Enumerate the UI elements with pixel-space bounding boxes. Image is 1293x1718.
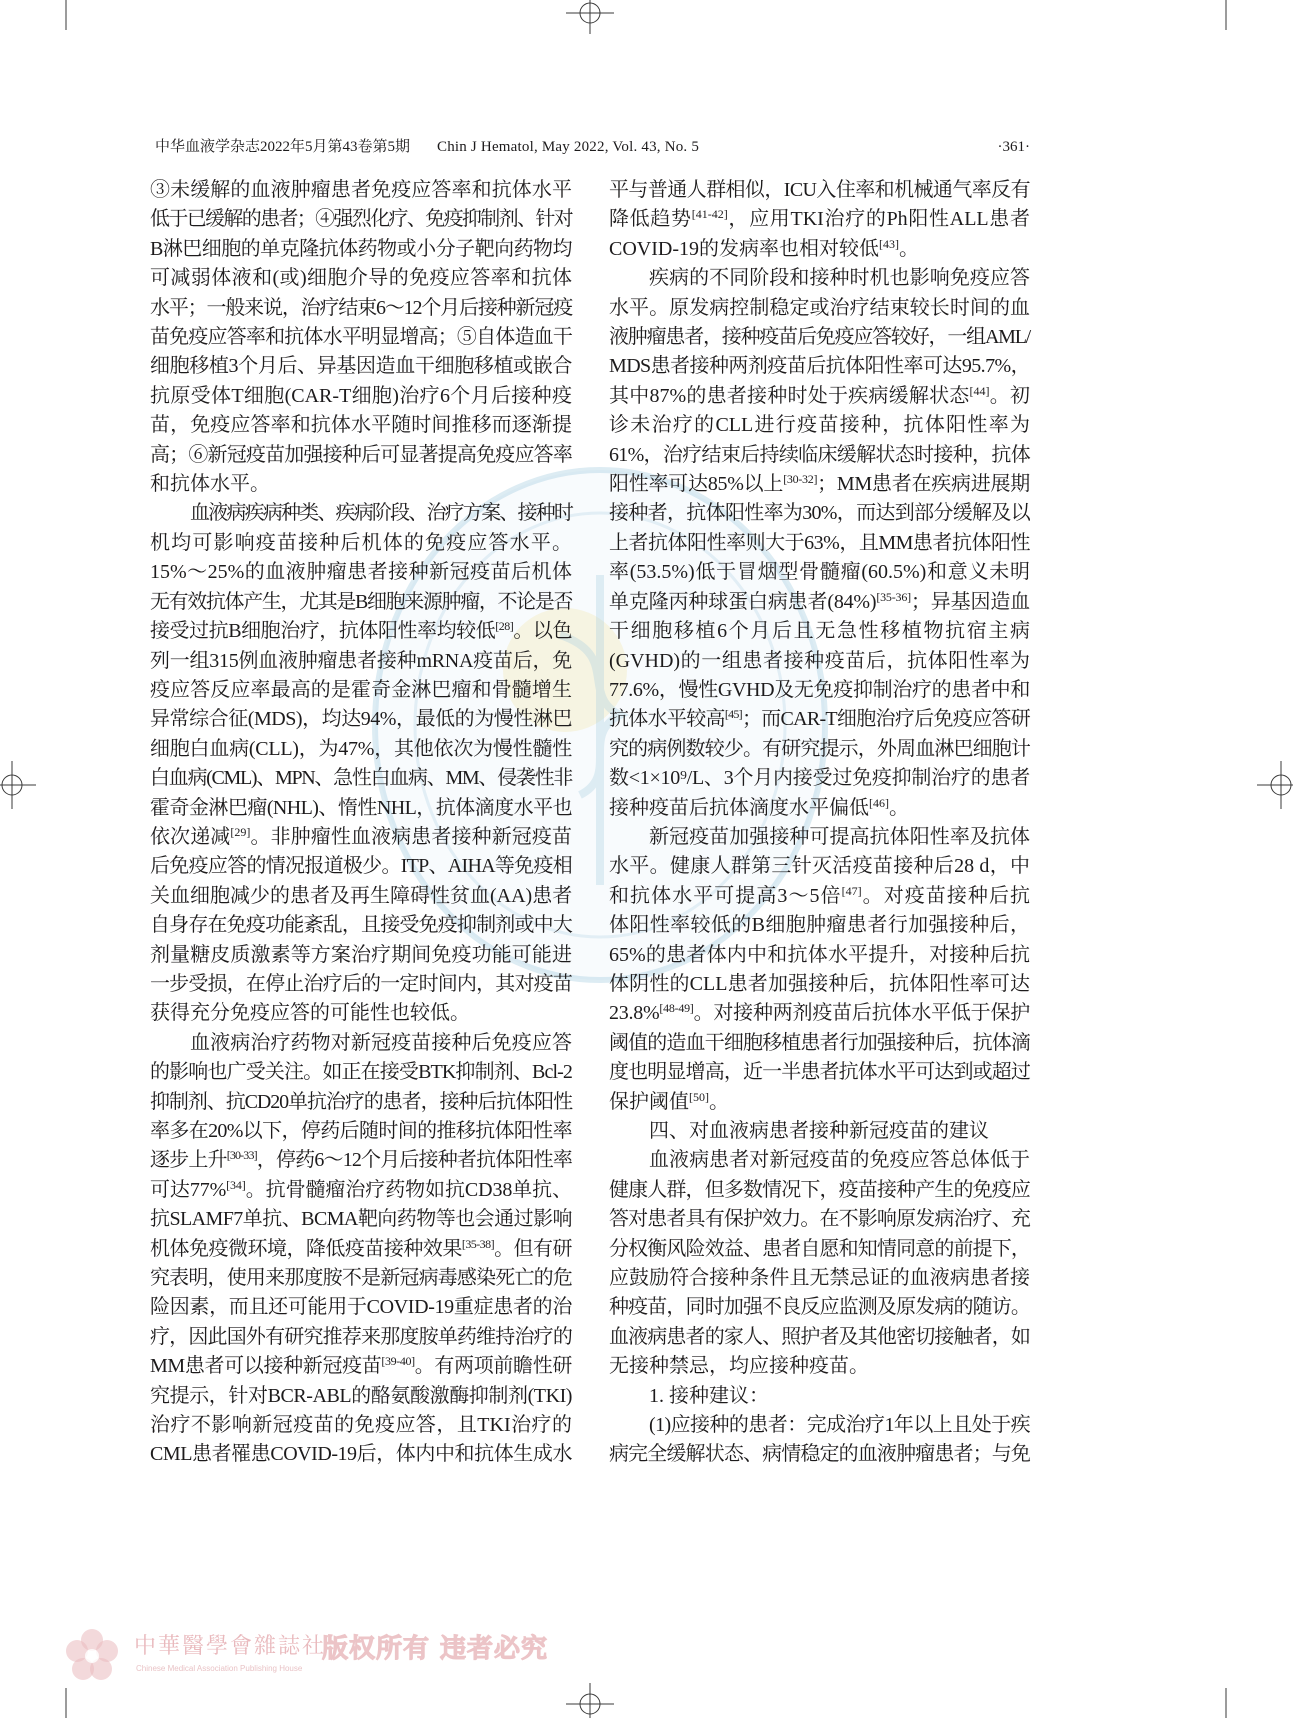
text-line bbox=[609, 1058, 1030, 1087]
citation-reference: [28] bbox=[495, 619, 514, 634]
text-line-content: 可达77%[34]。抗骨髓瘤治疗药物如抗CD38单抗、 bbox=[150, 1177, 572, 1201]
text-line bbox=[150, 676, 572, 705]
text-line-content: MM患者可以接种新冠疫苗[39-40]。有两项前瞻性研 bbox=[150, 1354, 572, 1378]
text-line bbox=[609, 970, 1030, 999]
text-line-content: 究的病例数较少。有研究提示，外周血淋巴细胞计 bbox=[609, 737, 1030, 760]
journal-title-en: Chin J Hematol, May 2022, Vol. 43, No. 5 bbox=[437, 139, 700, 155]
text-line bbox=[150, 1205, 572, 1234]
citation-reference: [44] bbox=[969, 383, 990, 398]
body-paragraph bbox=[609, 823, 1030, 1117]
copyright-notice: 版权所有 违者必究 bbox=[322, 1634, 549, 1664]
text-line-content: ③未缓解的血液肿瘤患者免疫应答率和抗体水平 bbox=[150, 179, 572, 201]
text-line bbox=[609, 1264, 1030, 1293]
text-line bbox=[609, 294, 1030, 323]
citation-reference: [46] bbox=[869, 795, 889, 810]
publisher-name-en: Chinese Medical Association Publishing House bbox=[136, 1664, 303, 1673]
text-line-content: 接受过抗B细胞治疗，抗体阳性率均较低[28]。以色 bbox=[150, 619, 572, 643]
text-line-content: 逐步上升[30-33]，停药6～12个月后接种者抗体阳性率 bbox=[150, 1148, 572, 1172]
text-line-content: 的影响也广受关注。如正在接受BTK抑制剂、Bcl-2 bbox=[150, 1061, 572, 1084]
text-line bbox=[609, 1382, 1030, 1411]
text-line-content: 疾病的不同阶段和接种时机也影响免疫应答 bbox=[649, 267, 1030, 290]
registration-mark-bottom-icon bbox=[566, 1683, 614, 1718]
text-line-content: (GVHD)的一组患者接种疫苗后，抗体阳性率为 bbox=[609, 649, 1030, 672]
text-line-content: 阳性率可达85%以上[30-32]；MM患者在疾病进展期 bbox=[609, 472, 1030, 496]
text-line-content: 水平。原发病控制稳定或治疗结束较长时间的血 bbox=[609, 296, 1030, 319]
text-line-content: 细胞移植3个月后、异基因造血干细胞移植或嵌合 bbox=[150, 355, 572, 378]
text-line-content: 61%，治疗结束后持续临床缓解状态时接种，抗体 bbox=[609, 443, 1030, 466]
text-line-content: 15%～25%的血液肿瘤患者接种新冠疫苗后机体 bbox=[150, 561, 572, 584]
text-line bbox=[609, 1440, 1030, 1469]
page-number: ·361· bbox=[997, 139, 1030, 155]
text-line bbox=[150, 529, 572, 558]
text-line-content: 新冠疫苗加强接种可提高抗体阳性率及抗体 bbox=[649, 825, 1030, 848]
text-line bbox=[150, 1382, 572, 1411]
text-line bbox=[609, 794, 1030, 823]
text-line-content: 异常综合征(MDS)，均达94%，最低的为慢性淋巴 bbox=[150, 708, 572, 731]
text-line-content: 机均可影响疫苗接种后机体的免疫应答水平。 bbox=[150, 531, 572, 554]
text-line bbox=[609, 529, 1030, 558]
text-line-content: 体阴性的CLL患者加强接种后，抗体阳性率可达 bbox=[609, 972, 1030, 995]
text-line-content: 23.8%[48-49]。对接种两剂疫苗后抗体水平低于保护 bbox=[609, 1001, 1030, 1025]
text-line bbox=[150, 852, 572, 881]
text-line-content: 白血病(CML)、MPN、急性白血病、MM、侵袭性非 bbox=[150, 767, 572, 790]
text-line bbox=[150, 176, 572, 205]
text-line-content: 苗，免疫应答率和抗体水平随时间推移而逐渐提 bbox=[150, 414, 572, 437]
text-line-content: 剂量糖皮质激素等方案治疗期间免疫功能可能进 bbox=[150, 943, 572, 966]
text-line-content: 后免疫应答的情况报道极少。ITP、AIHA等免疫相 bbox=[150, 855, 572, 878]
text-line bbox=[609, 882, 1030, 911]
text-line-content: 高；⑥新冠疫苗加强接种后可显著提高免疫应答率 bbox=[150, 443, 572, 466]
text-line-content: 种疫苗，同时加强不良反应监测及原发病的随访。 bbox=[609, 1296, 1030, 1319]
text-line bbox=[609, 1117, 1030, 1146]
text-line bbox=[150, 941, 572, 970]
text-line-content: 血液病患者对新冠疫苗的免疫应答总体低于 bbox=[649, 1149, 1030, 1172]
text-line bbox=[150, 264, 572, 293]
text-line-content: 血液病患者的家人、照护者及其他密切接触者，如 bbox=[609, 1325, 1030, 1348]
text-line bbox=[609, 1029, 1030, 1058]
text-line bbox=[150, 441, 572, 470]
text-line-content: 霍奇金淋巴瘤(NHL)、惰性NHL，抗体滴度水平也 bbox=[150, 796, 572, 819]
section-heading bbox=[609, 1117, 1030, 1146]
text-line bbox=[609, 1352, 1030, 1381]
publisher-name-cn: 中華醫學會雜誌社 bbox=[134, 1634, 327, 1659]
text-line-content: COVID-19的发病率也相对较低[43]。 bbox=[609, 236, 919, 260]
text-line-content: 77.6%，慢性GVHD及无免疫抑制治疗的患者中和 bbox=[609, 678, 1030, 701]
text-line bbox=[609, 852, 1030, 881]
text-line-content: 血液病治疗药物对新冠疫苗接种后免疫应答 bbox=[190, 1031, 572, 1054]
text-line bbox=[150, 294, 572, 323]
body-paragraph bbox=[150, 1029, 572, 1470]
text-line-content: 保护阈值[50]。 bbox=[609, 1089, 729, 1113]
text-line bbox=[609, 588, 1030, 617]
text-line bbox=[609, 735, 1030, 764]
text-line bbox=[609, 441, 1030, 470]
text-line bbox=[609, 264, 1030, 293]
text-line bbox=[609, 617, 1030, 646]
left-text-column bbox=[150, 176, 572, 1470]
citation-reference: [41-42] bbox=[691, 207, 728, 222]
text-line bbox=[609, 1235, 1030, 1264]
text-line-content: 机体免疫微环境，降低疫苗接种效果[35-38]。但有研 bbox=[150, 1236, 572, 1260]
text-line bbox=[609, 823, 1030, 852]
citation-reference: [34] bbox=[226, 1177, 246, 1192]
text-line bbox=[609, 1323, 1030, 1352]
registration-mark-left-icon bbox=[0, 761, 36, 809]
text-line bbox=[150, 588, 572, 617]
text-line bbox=[609, 411, 1030, 440]
text-line-content: 抗体水平较高[45]；而CAR-T细胞治疗后免疫应答研 bbox=[609, 707, 1030, 731]
text-line-content: 水平。健康人群第三针灭活疫苗接种后28 d，中 bbox=[609, 855, 1030, 878]
text-line bbox=[150, 647, 572, 676]
text-line-content: 无接种禁忌，均应接种疫苗。 bbox=[609, 1355, 869, 1378]
text-line-content: 干细胞移植6个月后且无急性移植物抗宿主病 bbox=[609, 620, 1030, 643]
text-line-content: 率多在20%以下，停药后随时间的推移抗体阳性率 bbox=[150, 1120, 572, 1142]
body-paragraph bbox=[609, 176, 1030, 264]
text-line-content: 疫应答反应率最高的是霍奇金淋巴瘤和骨髓增生 bbox=[150, 678, 572, 701]
body-paragraph bbox=[609, 264, 1030, 823]
text-line bbox=[150, 911, 572, 940]
text-line bbox=[150, 970, 572, 999]
text-line bbox=[150, 1440, 572, 1469]
text-line bbox=[609, 352, 1030, 381]
citation-reference: [30-33] bbox=[226, 1148, 257, 1163]
text-line-content: 自身存在免疫功能紊乱，且接受免疫抑制剂或中大 bbox=[150, 914, 572, 937]
citation-reference: [30-32] bbox=[783, 472, 818, 487]
text-line bbox=[150, 882, 572, 911]
text-line bbox=[150, 1058, 572, 1087]
text-line bbox=[150, 735, 572, 764]
text-line bbox=[150, 411, 572, 440]
text-line-content: 降低趋势[41-42]，应用TKI治疗的Ph阳性ALL患者 bbox=[609, 207, 1030, 231]
text-line bbox=[150, 999, 572, 1028]
text-line-content: 上者抗体阳性率则大于63%，且MM患者抗体阳性 bbox=[609, 531, 1030, 554]
text-line-content: 依次递减[29]。非肿瘤性血液病患者接种新冠疫苗 bbox=[150, 824, 573, 848]
text-line-content: 低于已缓解的患者；④强烈化疗、免疫抑制剂、针对 bbox=[150, 208, 572, 231]
text-line bbox=[609, 323, 1030, 352]
citation-reference: [39-40] bbox=[381, 1354, 415, 1369]
text-line-content: 四、对血液病患者接种新冠疫苗的建议 bbox=[649, 1120, 989, 1142]
text-line bbox=[609, 705, 1030, 734]
text-line-content: 65%的患者体内中和抗体水平提升，对接种后抗 bbox=[609, 943, 1030, 966]
text-line bbox=[150, 235, 572, 264]
body-paragraph bbox=[609, 1382, 1030, 1411]
text-line bbox=[609, 558, 1030, 587]
text-line-content: 液肿瘤患者，接种疫苗后免疫应答较好，一组AML/ bbox=[609, 326, 1030, 349]
text-line bbox=[609, 382, 1030, 411]
body-paragraph bbox=[609, 1146, 1030, 1381]
text-line-content: 治疗不影响新冠疫苗的免疫应答，且TKI治疗的 bbox=[150, 1414, 572, 1437]
text-line-content: 接种者，抗体阳性率为30%，而达到部分缓解及以 bbox=[609, 502, 1030, 525]
text-line-content: 和抗体水平可提高3～5倍[47]。对疫苗接种后抗 bbox=[609, 883, 1031, 907]
text-line bbox=[609, 999, 1030, 1028]
text-line bbox=[150, 1117, 572, 1146]
text-line-content: 血液病疾病种类、疾病阶段、治疗方案、接种时 bbox=[190, 502, 572, 525]
text-line-content: 数<1×10⁹/L、3个月内接受过免疫抑制治疗的患者 bbox=[609, 767, 1030, 790]
text-line bbox=[150, 558, 572, 587]
text-line-content: 和抗体水平。 bbox=[150, 473, 270, 496]
publisher-logo bbox=[62, 1622, 549, 1688]
text-line-content: 疗，因此国外有研究推荐来那度胺单药维持治疗的 bbox=[150, 1325, 572, 1348]
registration-mark-top-icon bbox=[566, 0, 614, 34]
text-line-content: 健康人群，但多数情况下，疫苗接种产生的免疫应 bbox=[609, 1178, 1030, 1201]
text-line bbox=[609, 1146, 1030, 1175]
citation-reference: [45] bbox=[724, 707, 742, 722]
text-line bbox=[150, 1029, 572, 1058]
text-line bbox=[150, 1411, 572, 1440]
text-line-content: 细胞白血病(CLL)，为47%，其他依次为慢性髓性 bbox=[150, 737, 572, 760]
text-line-content: MDS患者接种两剂疫苗后抗体阳性率可达95.7%， bbox=[609, 355, 1030, 378]
text-line bbox=[150, 499, 572, 528]
text-line bbox=[609, 941, 1030, 970]
text-line-content: (1)应接种的患者：完成治疗1年以上且处于疾 bbox=[649, 1414, 1030, 1437]
citation-reference: [29] bbox=[230, 824, 251, 839]
text-line bbox=[150, 617, 572, 646]
text-line-content: 平与普通人群相似，ICU入住率和机械通气率反有 bbox=[609, 179, 1030, 201]
text-line bbox=[609, 1176, 1030, 1205]
text-line bbox=[150, 205, 572, 234]
text-line bbox=[150, 1264, 572, 1293]
text-line-content: 抗SLAMF7单抗、BCMA靶向药物等也会通过影响 bbox=[150, 1208, 572, 1231]
text-line bbox=[150, 1293, 572, 1322]
text-line-content: 其中87%的患者接种时处于疾病缓解状态[44]。初 bbox=[609, 383, 1031, 407]
text-line bbox=[609, 235, 1030, 264]
text-line-content: 接种疫苗后抗体滴度水平偏低[46]。 bbox=[609, 795, 909, 819]
text-line bbox=[150, 1088, 572, 1117]
text-line bbox=[150, 323, 572, 352]
text-line bbox=[609, 176, 1030, 205]
text-line bbox=[609, 205, 1030, 234]
citation-reference: [35-36] bbox=[876, 589, 911, 604]
text-line-content: B淋巴细胞的单克隆抗体药物或小分子靶向药物均 bbox=[150, 237, 572, 260]
text-line bbox=[609, 499, 1030, 528]
citation-reference: [47] bbox=[841, 883, 862, 898]
citation-reference: [48-49] bbox=[659, 1001, 694, 1016]
text-line-content: 究提示，针对BCR-ABL的酪氨酸激酶抑制剂(TKI) bbox=[150, 1384, 572, 1407]
text-line bbox=[150, 1323, 572, 1352]
text-line bbox=[609, 676, 1030, 705]
text-line-content: 应鼓励符合接种条件且无禁忌证的血液病患者接 bbox=[609, 1267, 1030, 1290]
citation-reference: [43] bbox=[879, 236, 899, 251]
registration-mark-right-icon bbox=[1257, 761, 1293, 809]
text-line-content: 列一组315例血液肿瘤患者接种mRNA疫苗后，免 bbox=[150, 649, 572, 672]
text-line-content: 抗原受体T细胞(CAR-T细胞)治疗6个月后接种疫 bbox=[150, 384, 572, 407]
text-line-content: 率(53.5%)低于冒烟型骨髓瘤(60.5%)和意义未明 bbox=[609, 561, 1030, 584]
text-line bbox=[609, 764, 1030, 793]
text-line-content: 抑制剂、抗CD20单抗治疗的患者，接种后抗体阳性 bbox=[150, 1090, 572, 1113]
text-line bbox=[150, 382, 572, 411]
text-line-content: 获得充分免疫应答的可能性也较低。 bbox=[150, 1002, 470, 1025]
text-line bbox=[609, 1088, 1030, 1117]
citation-reference: [35-38] bbox=[461, 1236, 495, 1251]
text-line bbox=[150, 1352, 572, 1381]
text-line-content: CML患者罹患COVID-19后，体内中和抗体生成水 bbox=[150, 1443, 572, 1466]
text-line bbox=[150, 764, 572, 793]
text-line bbox=[150, 705, 572, 734]
text-line-content: 关血细胞减少的患者及再生障碍性贫血(AA)患者 bbox=[150, 884, 573, 907]
text-line bbox=[609, 470, 1030, 499]
text-line bbox=[150, 470, 572, 499]
text-line-content: 可减弱体液和(或)细胞介导的免疫应答率和抗体 bbox=[150, 267, 572, 290]
text-line bbox=[609, 1293, 1030, 1322]
running-head bbox=[155, 136, 1030, 158]
text-line-content: 1. 接种建议： bbox=[649, 1384, 769, 1407]
text-line-content: 苗免疫应答率和抗体水平明显增高；⑤自体造血干 bbox=[150, 326, 572, 349]
publisher-flower-emblem-icon bbox=[62, 1626, 122, 1686]
text-line bbox=[150, 1176, 572, 1205]
text-line bbox=[150, 823, 572, 852]
citation-reference: [50] bbox=[689, 1089, 709, 1104]
text-line bbox=[609, 1411, 1030, 1440]
text-line-content: 单克隆丙种球蛋白病患者(84%)[35-36]；异基因造血 bbox=[609, 589, 1030, 613]
text-line bbox=[150, 1235, 572, 1264]
text-line-content: 究表明，使用来那度胺不是新冠病毒感染死亡的危 bbox=[150, 1267, 572, 1290]
text-line bbox=[609, 1205, 1030, 1234]
text-line-content: 诊未治疗的CLL进行疫苗接种，抗体阳性率为 bbox=[609, 414, 1030, 437]
body-paragraph bbox=[150, 499, 572, 1028]
text-line-content: 阈值的造血干细胞移植患者行加强接种后，抗体滴 bbox=[609, 1031, 1030, 1054]
text-line bbox=[150, 1146, 572, 1175]
text-line-content: 水平；一般来说，治疗结束6～12个月后接种新冠疫 bbox=[150, 296, 572, 319]
body-paragraph bbox=[609, 1411, 1030, 1470]
text-line bbox=[150, 352, 572, 381]
journal-title-cn: 中华血液学杂志2022年5月第43卷第5期 bbox=[155, 139, 411, 155]
text-line bbox=[150, 794, 572, 823]
text-line-content: 险因素，而且还可能用于COVID-19重症患者的治 bbox=[150, 1296, 572, 1319]
body-paragraph bbox=[150, 176, 572, 499]
text-line-content: 答对患者具有保护效力。在不影响原发病治疗、充 bbox=[609, 1208, 1030, 1231]
right-text-column bbox=[609, 176, 1030, 1470]
text-line bbox=[609, 647, 1030, 676]
text-line-content: 无有效抗体产生，尤其是B细胞来源肿瘤，不论是否 bbox=[150, 590, 572, 613]
text-line-content: 病完全缓解状态、病情稳定的血液肿瘤患者；与免 bbox=[609, 1443, 1030, 1466]
text-line bbox=[609, 911, 1030, 940]
text-line-content: 体阳性率较低的B细胞肿瘤患者行加强接种后， bbox=[609, 914, 1030, 937]
text-line-content: 分权衡风险效益、患者自愿和知情同意的前提下， bbox=[609, 1237, 1030, 1260]
text-line-content: 度也明显增高，近一半患者抗体水平可达到或超过 bbox=[609, 1061, 1030, 1084]
text-line-content: 一步受损，在停止治疗后的一定时间内，其对疫苗 bbox=[150, 972, 572, 995]
